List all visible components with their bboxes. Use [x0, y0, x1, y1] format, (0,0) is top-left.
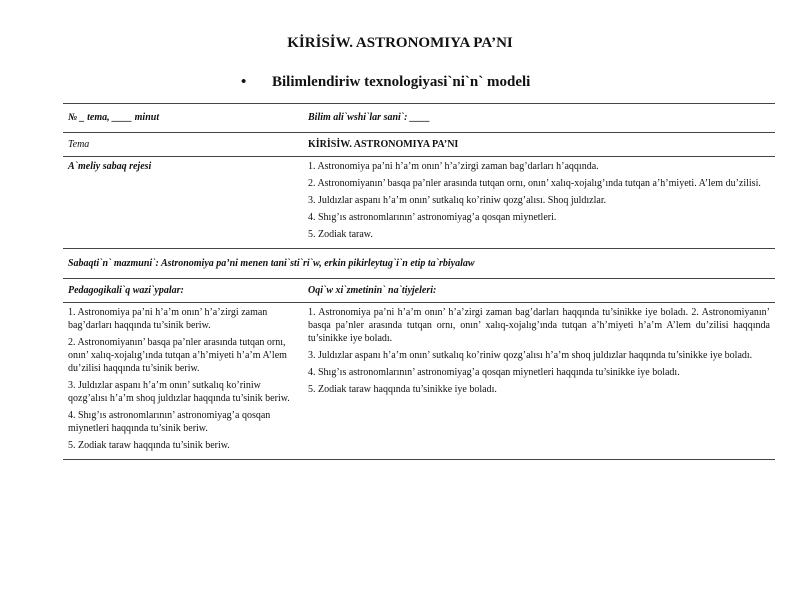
- tema-value: KİRİSİW. ASTRONOMIYA PA’NI: [303, 133, 775, 157]
- list-item: 5. Zodiak taraw haqqında tu’sinikke iye boladı.: [308, 384, 497, 395]
- table-row-subheaders: [63, 279, 775, 303]
- results-cell: [303, 303, 775, 460]
- table-row-tema: [63, 133, 775, 157]
- list-item: 4. Shıg’ıs astronomlarının’ astronomiyag’a qosqan miynetleri haqqında tu’sinik beriw.: [68, 410, 271, 434]
- bullet-icon: •: [241, 74, 247, 90]
- lesson-model-table: [63, 103, 775, 460]
- table-row-plan: [63, 157, 775, 249]
- table-header-row: [63, 104, 775, 133]
- tasks-header: Pedagogikali`q wazi`ypalar:: [63, 279, 303, 303]
- results-header: Oqi`w xi`zmetinin` na`tiyjeleri:: [303, 279, 775, 303]
- plan-items-cell: [303, 157, 775, 249]
- list-item: 1. Astronomiya pa’ni h’a’m onın’ h’a’zirgi zaman bag’darları haqqında tu’sinik beriw.: [68, 307, 268, 331]
- tema-label: Tema: [63, 133, 303, 157]
- list-item: 5. Zodiak taraw.: [308, 229, 373, 240]
- tasks-cell: [63, 303, 303, 460]
- list-item: 4. Shıg’ıs astronomlarının’ astronomiyag’a qosqan miynetleri haqqında tu’sinikke iye boladı.: [308, 367, 680, 378]
- list-item: 2. Astronomiyanın’ basqa pa’nler arasında tutqan ornı, onın’ xalıq-xojalıg’ında tutqan a’h’miyeti. A’lem du’zilisi.: [308, 178, 761, 189]
- list-item: 3. Juldızlar aspanı h’a’m onın’ sutkalıq ko’riniw qozg’alısı. Shoq juldızlar.: [308, 195, 607, 206]
- table-row-content: [63, 249, 775, 279]
- subtitle-text: Bilimlendiriw texnologiyasi`ni`n` modeli: [272, 74, 531, 90]
- list-item: 3. Juldızlar aspanı h’a’m onın’ sutkalıq ko’riniw qozg’alısı h’a’m shoq juldızlar haqqında tu’sinikke iye boladı.: [308, 350, 753, 361]
- list-item: 3. Juldızlar aspanı h’a’m onın’ sutkalıq ko’riniw qozg’alısı h’a’m shoq juldızlar haqqında tu’sinik beriw.: [68, 380, 290, 404]
- list-item: 1. Astronomiya pa’ni h’a’m onın’ h’a’zirgi zaman bag’darları haqqında tu’sinikke iye boladı. 2. Astronomiyanın’ basqa pa’nler arasında tutqan ornı, onın’ xalıq-xojalıg’ında tutqan a’h’miyeti h’a’m A’lem du’zilisi haqqında tu’sinikke iye boladı.: [308, 307, 770, 344]
- topic-number-cell: № _ tema, ____ minut: [63, 104, 303, 133]
- lesson-content-line: Sabaqti`n` mazmuni`: Astronomiya pa’ni menen tani`sti`ri`w, erkin pikirleytug`i`n etip ta`rbiyalaw: [63, 249, 775, 279]
- list-item: 5. Zodiak taraw haqqında tu’sinik beriw.: [68, 440, 230, 451]
- list-item: 4. Shıg’ıs astronomlarının’ astronomiyag’a qosqan miynetleri.: [308, 212, 557, 223]
- list-item: 1. Astronomiya pa’ni h’a’m onın’ h’a’zirgi zaman bag’darları h’aqqında.: [308, 161, 599, 172]
- plan-label: A`meliy sabaq rejesi: [68, 161, 152, 172]
- student-count-cell: Bilim ali`wshi`lar sani`: ____: [303, 104, 775, 133]
- list-item: 2. Astronomiyanın’ basqa pa’nler arasında tutqan ornı, onın’ xalıq-xojalıg’ında tutqan a’h’miyeti h’a’m A’lem du’zilisi haqqında tu’sinik beriw.: [68, 337, 287, 374]
- table-row-tasks-results: [63, 303, 775, 460]
- page-title: KİRİSİW. ASTRONOMIYA PA’NI: [287, 35, 513, 51]
